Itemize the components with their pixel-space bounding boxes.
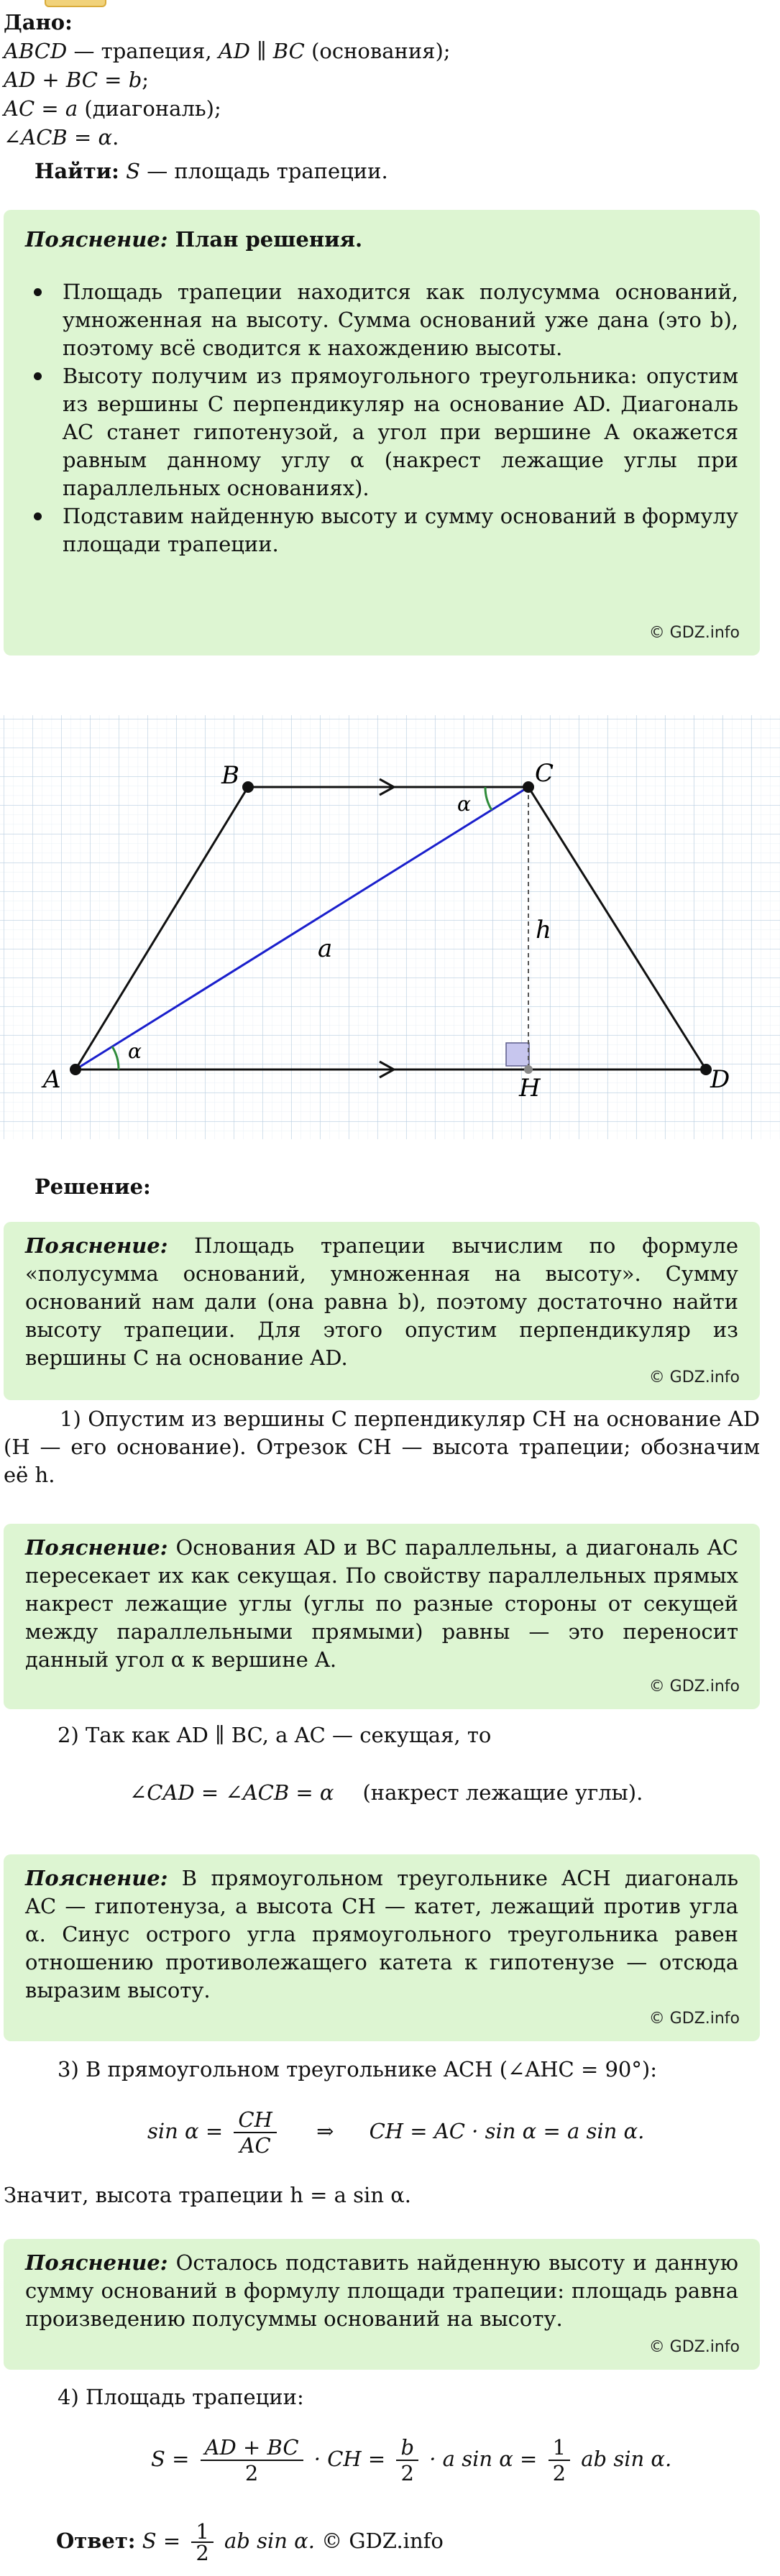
- solution-heading: Решение:: [35, 1174, 151, 1199]
- plan-bullet-1: Площадь трапеции находится как полусумма оснований, умноженная на высоту. Сумма оснований уже дана (это b), поэтому всё сводится к нахождению высоты.: [25, 278, 738, 362]
- plan-bullet-2: Высоту получим из прямоугольного треугольника: опустим из вершины C перпендикуляр на основание AD. Диагональ AC станет гипотенузой, а угол при вершине A окажется равным данному углу α (накрест лежащие углы при параллельных основаниях).: [25, 362, 738, 502]
- find-line: Найти: S — площадь трапеции.: [35, 159, 388, 183]
- step-3-formula: sin α = $\frac{CH}{AC}$ ⇒ CH = AC · sin α = a sin α.: [147, 2107, 645, 2158]
- label-alpha-c: α: [457, 792, 471, 816]
- given-line-4: ∠ACB = α.: [4, 125, 119, 150]
- step-3: 3) В прямоугольном треугольнике ACH (∠AHC = 90°):: [58, 2057, 657, 2082]
- copyright: © GDZ.info: [648, 2010, 740, 2028]
- copyright: © GDZ.info: [648, 624, 740, 642]
- note-4: Пояснение: Осталось подставить найденную высоту и данную сумму оснований в формулу площади трапеции: площадь равна произведению полусуммы оснований на высоту. © GDZ.info: [4, 2239, 760, 2370]
- copyright: © GDZ.info: [321, 2529, 444, 2553]
- label-alpha-a: α: [128, 1039, 142, 1063]
- answer: Ответ: S = $\frac{1}{2}$ ab sin α. © GDZ.info: [56, 2519, 444, 2565]
- right-angle-mark: [506, 1043, 529, 1066]
- note-2: Пояснение: Основания AD и BC параллельны, а диагональ AC пересекает их как секущая. По свойству параллельных прямых накрест лежащие углы (углы по разные стороны от секущей между параллельными прямыми) равны — это переносит данный угол α к вершине A. © GDZ.info: [4, 1524, 760, 1709]
- step-4: 4) Площадь трапеции:: [58, 2385, 304, 2409]
- given-line-2: AD + BC = b;: [4, 68, 150, 92]
- step-4-formula: S = $\frac{AD + BC}{2}$ · CH = $\frac{b}{2}$ · a sin α = $\frac{1}{2}$ ab sin α.: [151, 2435, 672, 2485]
- given-line-1: ABCD — трапеция, AD ∥ BC (основания);: [4, 39, 451, 63]
- step-1: 1) Опустим из вершины C перпендикуляр CH на основание AD (H — его основание). Отрезок CH — высота трапеции; обозначим её h.: [4, 1407, 760, 1487]
- grid-major: [0, 715, 780, 1139]
- plan-bullet-3: Подставим найденную высоту и сумму оснований в формулу площади трапеции.: [25, 502, 738, 558]
- label-h: H: [519, 1074, 541, 1103]
- step-2-formula: ∠CAD = ∠ACB = α (накрест лежащие углы).: [129, 1780, 643, 1805]
- note-1: Пояснение: Площадь трапеции вычислим по формуле «полусумма оснований, умноженная на высоту». Сумму оснований нам дали (она равна b), поэтому достаточно найти высоту трапеции. Для этого опустим перпендикуляр из вершины C на основание AD. © GDZ.info: [4, 1222, 760, 1400]
- copyright: © GDZ.info: [648, 2338, 740, 2356]
- label-height-h: h: [536, 916, 551, 944]
- copyright: © GDZ.info: [648, 1368, 740, 1386]
- vertex-c: [523, 781, 534, 793]
- label-diagonal-a: a: [318, 934, 333, 963]
- plan-heading: Пояснение: План решения.: [25, 227, 363, 252]
- given-line-3: AC = a (диагональ);: [4, 96, 221, 121]
- step-3-conclusion: Значит, высота трапеции h = a sin α.: [4, 2183, 412, 2207]
- vertex-h: [524, 1065, 533, 1074]
- plan-note: [4, 210, 760, 656]
- label-d: D: [710, 1065, 730, 1094]
- step-2: 2) Так как AD ∥ BC, а AC — секущая, то: [58, 1723, 492, 1747]
- note-3: Пояснение: В прямоугольном треугольнике ACH диагональ AC — гипотенуза, а высота CH — катет, лежащий против угла α. Синус острого угла прямоугольного треугольника равен отношению противолежащего катета к гипотенузе — отсюда выразим высоту. © GDZ.info: [4, 1854, 760, 2041]
- vertex-b: [242, 781, 254, 793]
- copyright: © GDZ.info: [648, 1678, 740, 1696]
- vertex-a: [70, 1064, 81, 1075]
- label-b: B: [221, 761, 239, 790]
- trapezoid-figure: [0, 715, 780, 1139]
- header-tab-marker: [45, 0, 106, 7]
- given-title: Дано:: [4, 10, 73, 34]
- label-c: C: [535, 759, 554, 788]
- label-a: A: [43, 1065, 61, 1094]
